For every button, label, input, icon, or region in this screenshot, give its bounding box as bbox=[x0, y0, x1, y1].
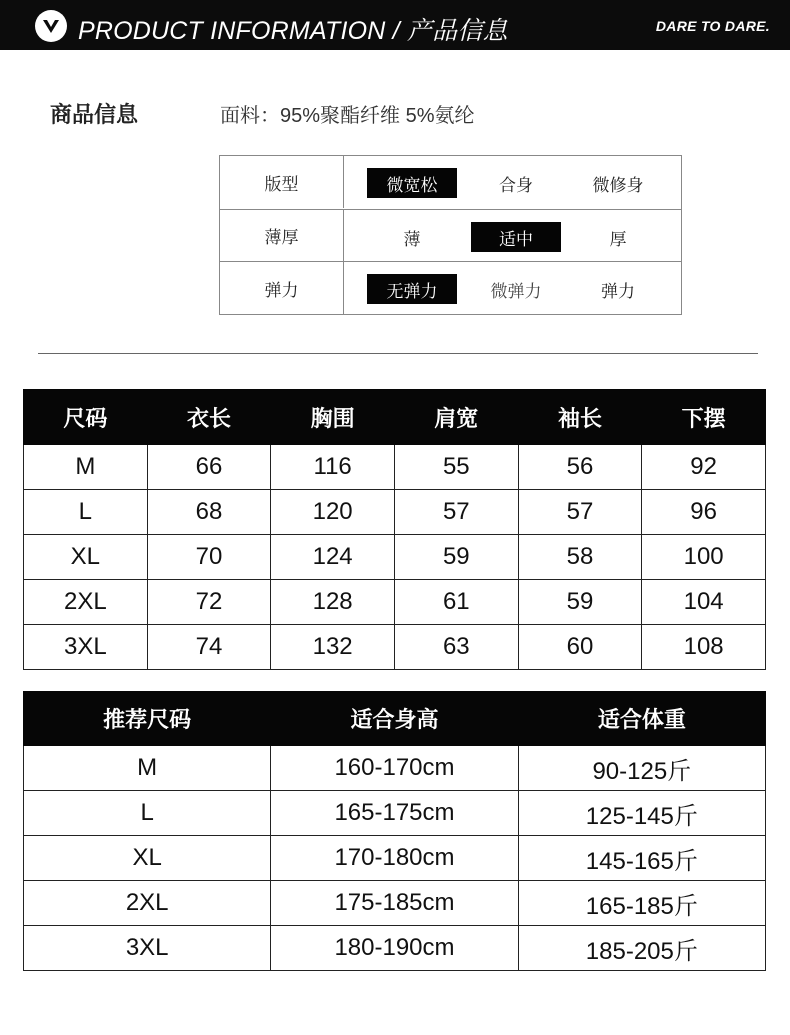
table-cell: M bbox=[24, 445, 148, 490]
table-cell: 57 bbox=[518, 490, 642, 535]
table-cell: 59 bbox=[394, 535, 518, 580]
table-cell: 128 bbox=[271, 580, 395, 625]
table-cell: 68 bbox=[147, 490, 271, 535]
chevron-down-circle-icon bbox=[35, 10, 67, 42]
attribute-table bbox=[219, 155, 682, 315]
table-header-row bbox=[24, 390, 766, 445]
table-row bbox=[24, 445, 766, 490]
table-cell: 90-125斤 bbox=[518, 746, 765, 791]
table-cell: 185-205斤 bbox=[518, 926, 765, 971]
table-cell: M bbox=[24, 746, 271, 791]
section-divider bbox=[38, 353, 758, 354]
attribute-option: 微修身 bbox=[592, 175, 644, 195]
table-row bbox=[24, 746, 766, 791]
table-cell: 72 bbox=[147, 580, 271, 625]
table-cell: 61 bbox=[394, 580, 518, 625]
attribute-name: 薄厚 bbox=[220, 210, 344, 261]
attribute-option: 厚 bbox=[609, 229, 627, 249]
attribute-option: 合身 bbox=[499, 175, 533, 195]
table-cell: 74 bbox=[147, 625, 271, 670]
column-header: 肩宽 bbox=[394, 390, 518, 445]
table-cell: 175-185cm bbox=[271, 881, 518, 926]
table-row bbox=[24, 881, 766, 926]
table-cell: 92 bbox=[642, 445, 766, 490]
table-cell: 96 bbox=[642, 490, 766, 535]
header-title: PRODUCT INFORMATION / 产品信息 bbox=[78, 17, 508, 45]
table-cell: 3XL bbox=[24, 926, 271, 971]
table-cell: 125-145斤 bbox=[518, 791, 765, 836]
table-cell: L bbox=[24, 490, 148, 535]
table-cell: 60 bbox=[518, 625, 642, 670]
table-cell: 66 bbox=[147, 445, 271, 490]
table-cell: 120 bbox=[271, 490, 395, 535]
column-header: 尺码 bbox=[24, 390, 148, 445]
header-tagline: DARE TO DARE. bbox=[655, 18, 770, 34]
table-cell: 58 bbox=[518, 535, 642, 580]
column-header: 袖长 bbox=[518, 390, 642, 445]
table-cell: 108 bbox=[642, 625, 766, 670]
table-cell: 165-185斤 bbox=[518, 881, 765, 926]
table-cell: 180-190cm bbox=[271, 926, 518, 971]
attribute-name: 弹力 bbox=[220, 262, 344, 314]
table-cell: 70 bbox=[147, 535, 271, 580]
table-cell: XL bbox=[24, 836, 271, 881]
table-row bbox=[24, 535, 766, 580]
attribute-row-thickness bbox=[220, 209, 681, 261]
table-cell: XL bbox=[24, 535, 148, 580]
column-header: 衣长 bbox=[147, 390, 271, 445]
attribute-option: 微弹力 bbox=[490, 281, 542, 301]
size-chart-table bbox=[23, 389, 766, 670]
attribute-option: 薄 bbox=[403, 229, 421, 249]
column-header: 适合体重 bbox=[518, 692, 765, 746]
table-cell: 3XL bbox=[24, 625, 148, 670]
table-cell: 124 bbox=[271, 535, 395, 580]
attribute-option-selected: 微宽松 bbox=[367, 168, 457, 198]
attribute-option-selected: 适中 bbox=[471, 222, 561, 252]
attribute-row-fit bbox=[220, 156, 681, 208]
size-recommendation-table bbox=[23, 691, 766, 971]
header-bar bbox=[0, 0, 790, 50]
table-cell: 165-175cm bbox=[271, 791, 518, 836]
table-cell: 59 bbox=[518, 580, 642, 625]
column-header: 胸围 bbox=[271, 390, 395, 445]
table-row bbox=[24, 791, 766, 836]
table-row bbox=[24, 836, 766, 881]
attribute-option-selected: 无弹力 bbox=[367, 274, 457, 304]
fabric-composition: 面料：95%聚酯纤维 5%氨纶 bbox=[220, 105, 475, 127]
table-cell: 100 bbox=[642, 535, 766, 580]
attribute-option: 弹力 bbox=[601, 281, 635, 301]
attribute-row-elasticity bbox=[220, 261, 681, 314]
table-row bbox=[24, 490, 766, 535]
table-row bbox=[24, 580, 766, 625]
table-cell: L bbox=[24, 791, 271, 836]
table-row bbox=[24, 625, 766, 670]
table-header-row bbox=[24, 692, 766, 746]
table-cell: 56 bbox=[518, 445, 642, 490]
column-header: 下摆 bbox=[642, 390, 766, 445]
table-row bbox=[24, 926, 766, 971]
table-cell: 104 bbox=[642, 580, 766, 625]
table-cell: 57 bbox=[394, 490, 518, 535]
column-header: 推荐尺码 bbox=[24, 692, 271, 746]
table-cell: 63 bbox=[394, 625, 518, 670]
table-cell: 170-180cm bbox=[271, 836, 518, 881]
table-cell: 2XL bbox=[24, 881, 271, 926]
table-cell: 160-170cm bbox=[271, 746, 518, 791]
table-cell: 2XL bbox=[24, 580, 148, 625]
product-info-label: 商品信息 bbox=[50, 102, 139, 127]
attribute-name: 版型 bbox=[220, 156, 344, 208]
table-cell: 55 bbox=[394, 445, 518, 490]
column-header: 适合身高 bbox=[271, 692, 518, 746]
table-cell: 132 bbox=[271, 625, 395, 670]
table-cell: 145-165斤 bbox=[518, 836, 765, 881]
table-cell: 116 bbox=[271, 445, 395, 490]
